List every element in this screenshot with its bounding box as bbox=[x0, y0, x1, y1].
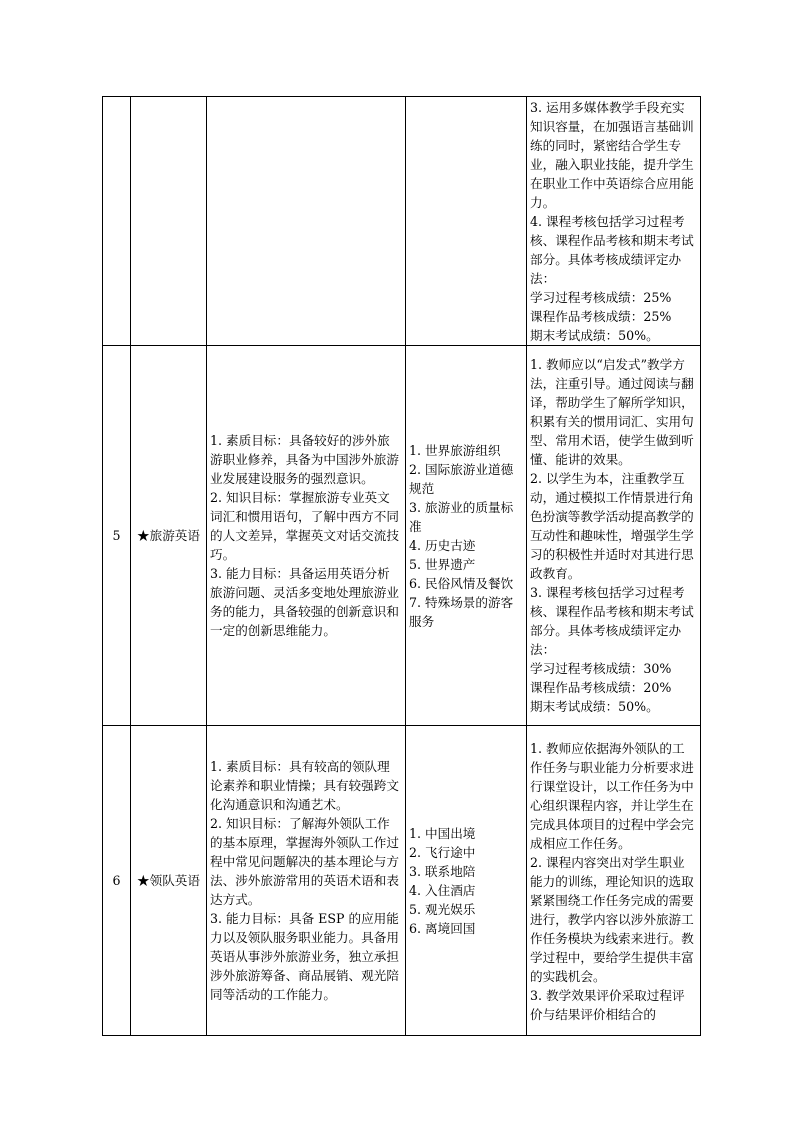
requirement-item: 3. 教学效果评价采取过程评价与结果评价相结合的 bbox=[530, 987, 685, 1022]
content-item: 4. 历史古迹 bbox=[409, 537, 476, 553]
content-item: 1. 世界旅游组织 bbox=[409, 442, 501, 458]
goal-item: 2. 知识目标：掌握旅游专业英文词汇和惯用语句，了解中西方不同的人文差异，掌握英文对话交流技巧。 bbox=[210, 490, 399, 562]
requirement-item: 课程作品考核成绩：20% bbox=[530, 680, 672, 695]
course-name bbox=[131, 97, 207, 346]
course-contents bbox=[406, 97, 527, 346]
goal-item: 1. 素质目标：具备较好的涉外旅游职业修养，具备为中国涉外旅游业发展建设服务的强烈意识。 bbox=[210, 433, 399, 486]
content-item: 5. 观光娱乐 bbox=[409, 901, 476, 917]
row-number bbox=[103, 97, 131, 346]
content-item: 3. 旅游业的质量标准 bbox=[409, 499, 514, 534]
requirement-item: 期末考试成绩：50%。 bbox=[530, 328, 659, 343]
requirement-item: 学习过程考核成绩：30% bbox=[530, 661, 672, 676]
content-item: 4. 入住酒店 bbox=[409, 882, 476, 898]
requirement-item: 学习过程考核成绩：25% bbox=[530, 290, 672, 305]
row-number: 5 bbox=[103, 346, 131, 726]
requirement-item: 期末考试成绩：50%。 bbox=[530, 699, 659, 714]
requirement-item: 3. 课程考核包括学习过程考核、课程作品考核和期末考试部分。具体考核成绩评定办法： bbox=[530, 585, 694, 657]
table-row bbox=[103, 346, 701, 726]
course-requirements bbox=[527, 346, 701, 726]
course-requirements bbox=[527, 97, 701, 346]
goal-item: 1. 素质目标：具有较高的领队理论素养和职业情操；具有较强跨文化沟通意识和沟通艺术。 bbox=[210, 759, 399, 812]
course-requirements bbox=[527, 726, 701, 1036]
course-goals bbox=[207, 726, 406, 1036]
requirement-item: 2. 课程内容突出对学生职业能力的训练，理论知识的选取紧紧围绕工作任务完成的需要进行，教学内容以涉外旅游工作任务模块为线索来进行。教学过程中，要给学生提供丰富的实践机会。 bbox=[530, 854, 694, 984]
requirement-item: 课程作品考核成绩：25% bbox=[530, 309, 672, 324]
content-item: 2. 国际旅游业道德规范 bbox=[409, 461, 514, 496]
content-item: 3. 联系地陪 bbox=[409, 863, 476, 879]
content-item: 2. 飞行途中 bbox=[409, 844, 476, 860]
goal-item: 3. 能力目标：具备 ESP 的应用能力以及领队服务职业能力。具备用英语从事涉外旅游业务，独立承担涉外旅游筹备、商品展销、观光陪同等活动的工作能力。 bbox=[210, 911, 399, 1002]
requirement-item: 1. 教师应依据海外领队的工作任务与职业能力分析要求进行课堂设计，以工作任务为中心组织课程内容，并让学生在完成具体项目的过程中学会完成相应工作任务。 bbox=[530, 740, 694, 851]
content-item: 7. 特殊场景的游客服务 bbox=[409, 594, 514, 629]
course-contents bbox=[406, 726, 527, 1036]
requirement-item: 1. 教师应以“启发式”教学方法，注重引导。通过阅读与翻译，帮助学生了解所学知识，积累有关的惯用词汇、实用句型、常用术语，使学生做到听懂、能讲的效果。 bbox=[530, 357, 694, 467]
table-row bbox=[103, 726, 701, 1036]
content-item: 5. 世界遗产 bbox=[409, 556, 476, 572]
table-row bbox=[103, 97, 701, 346]
requirement-item: 2. 以学生为本，注重教学互动，通过模拟工作情景进行角色扮演等教学活动提高教学的互动性和趣味性，增强学生学习的积极性并适时对其进行思政教育。 bbox=[530, 471, 694, 581]
goal-item: 2. 知识目标：了解海外领队工作的基本原理，掌握海外领队工作过程中常见问题解决的基本理论与方法、涉外旅游常用的英语术语和表达方式。 bbox=[210, 816, 399, 907]
course-name: ★旅游英语 bbox=[131, 346, 207, 726]
requirement-item: 3. 运用多媒体教学手段充实知识容量，在加强语言基础训练的同时，紧密结合学生专业，融入职业技能，提升学生在职业工作中英语综合应用能力。 bbox=[530, 100, 694, 210]
course-name: ★领队英语 bbox=[131, 726, 207, 1036]
goal-item: 3. 能力目标：具备运用英语分析旅游问题、灵活多变地处理旅游业务的能力，具备较强的创新意识和一定的创新思维能力。 bbox=[210, 566, 399, 638]
requirement-item: 4. 课程考核包括学习过程考核、课程作品考核和期末考试部分。具体考核成绩评定办法： bbox=[530, 214, 694, 286]
course-goals bbox=[207, 97, 406, 346]
content-item: 6. 民俗风情及餐饮 bbox=[409, 575, 514, 591]
course-goals bbox=[207, 346, 406, 726]
row-number: 6 bbox=[103, 726, 131, 1036]
course-contents bbox=[406, 346, 527, 726]
course-table bbox=[102, 96, 701, 1036]
content-item: 1. 中国出境 bbox=[409, 825, 476, 841]
content-item: 6. 离境回国 bbox=[409, 920, 476, 936]
